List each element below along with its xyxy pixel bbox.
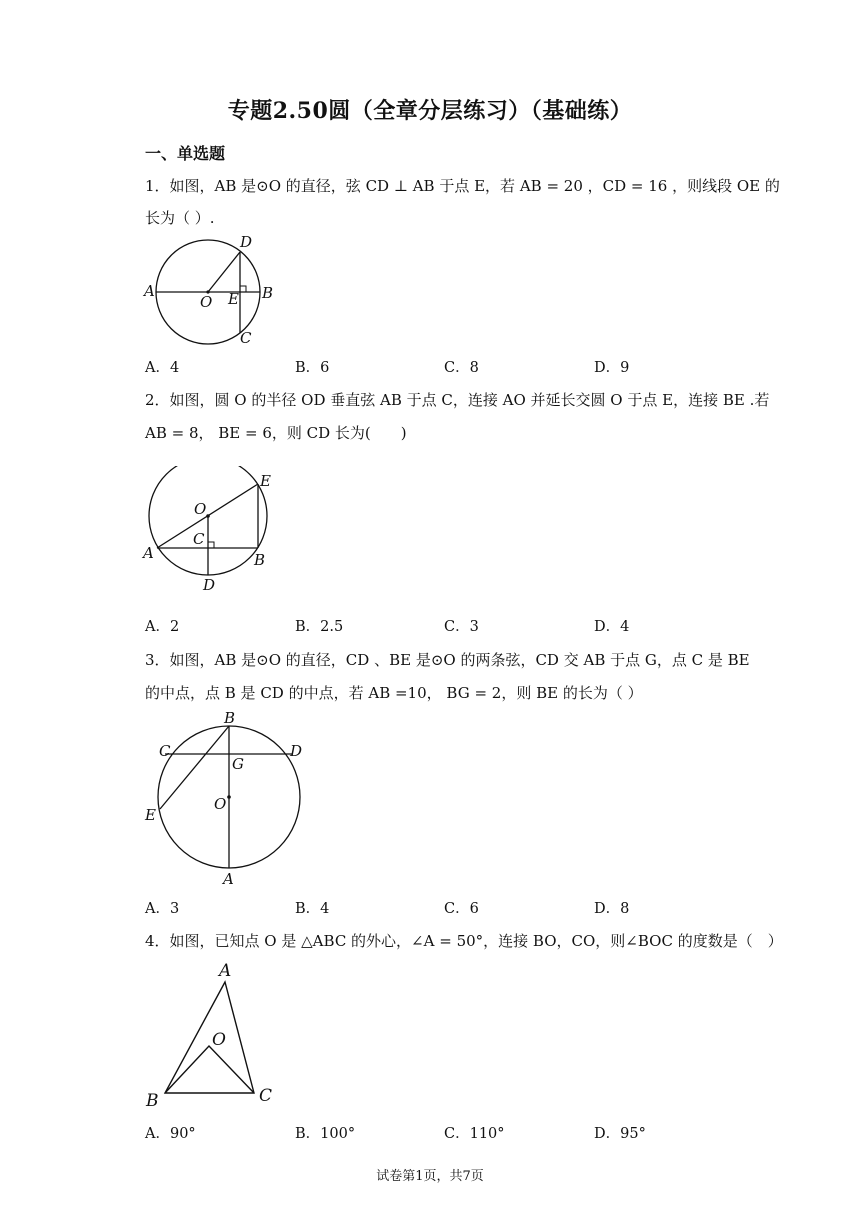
q2-label-o: O xyxy=(194,500,207,518)
q4-figure xyxy=(140,958,290,1108)
q1-label-d: D xyxy=(240,233,253,251)
q3-label-a: A xyxy=(223,870,234,888)
q4-choice-a: A．90° xyxy=(145,1126,196,1142)
q3-label-e: E xyxy=(145,806,156,824)
q4-label-c: C xyxy=(259,1086,273,1106)
q1-label-b: B xyxy=(262,284,274,302)
q3-stem-line2: 的中点，点 B 是 CD 的中点，若 AB =10， BG = 2，则 BE 的长为（ ） xyxy=(145,684,643,702)
q1-stem-line2: 长为（ ）. xyxy=(145,209,215,227)
q2-choice-d: D．4 xyxy=(594,619,630,635)
q3-choice-b: B．4 xyxy=(295,901,330,917)
q3-stem-line1: 3．如图，AB 是⊙O 的直径，CD 、BE 是⊙O 的两条弦，CD 交 AB 于点 G，点 C 是 BE xyxy=(145,651,750,669)
q3-choice-c: C．6 xyxy=(444,901,479,917)
q3-figure xyxy=(140,708,310,888)
q2-stem-line2: AB = 8， BE = 6，则 CD 长为( ) xyxy=(145,424,407,442)
q3-label-d: D xyxy=(290,742,303,760)
q1-figure xyxy=(140,232,280,347)
q4-label-b: B xyxy=(146,1091,159,1108)
q2-choice-b: B．2.5 xyxy=(295,619,344,635)
q3-choice-a: A．3 xyxy=(145,901,180,917)
q2-label-b: B xyxy=(254,551,266,569)
q4-label-a: A xyxy=(219,961,232,981)
q3-label-c: C xyxy=(159,742,171,760)
q1-right-angle-mark xyxy=(240,286,246,292)
q4-choice-b: B．100° xyxy=(295,1126,356,1142)
q2-right-angle-mark xyxy=(208,542,214,548)
q3-label-o: O xyxy=(214,795,227,813)
q1-label-e: E xyxy=(228,290,239,308)
q1-label-a: A xyxy=(144,282,155,300)
q2-figure xyxy=(138,466,288,596)
q3-label-g: G xyxy=(232,755,244,773)
page-title: 专题2.50圆（全章分层练习）（基础练） xyxy=(227,98,633,124)
q4-label-o: O xyxy=(212,1030,226,1050)
q2-label-e: E xyxy=(260,472,271,490)
section-heading: 一、单选题 xyxy=(145,144,226,163)
q1-label-c: C xyxy=(240,329,252,347)
page-footer: 试卷第1页，共7页 xyxy=(376,1169,484,1184)
q1-choice-d: D．9 xyxy=(594,360,630,376)
q2-label-a: A xyxy=(143,544,154,562)
q1-choice-c: C．8 xyxy=(444,360,479,376)
q2-label-c: C xyxy=(193,530,205,548)
q3-label-b: B xyxy=(224,709,236,727)
q4-choice-d: D．95° xyxy=(594,1126,646,1142)
q1-label-o: O xyxy=(200,293,213,311)
q2-stem-line1: 2．如图，圆 O 的半径 OD 垂直弦 AB 于点 C，连接 AO 并延长交圆 O 于点 E，连接 BE .若 xyxy=(145,391,770,409)
q1-choice-a: A．4 xyxy=(145,360,180,376)
q1-stem-line1: 1．如图，AB 是⊙O 的直径，弦 CD ⊥ AB 于点 E，若 AB = 20 ，CD = 16 ，则线段 OE 的 xyxy=(145,177,780,195)
q2-label-d: D xyxy=(203,576,216,594)
q4-stem-line1: 4．如图，已知点 O 是 △ABC 的外心，∠A = 50°，连接 BO，CO，则∠BOC 的度数是（ ） xyxy=(145,932,783,950)
q4-choice-c: C．110° xyxy=(444,1126,505,1142)
q4-triangle-abc xyxy=(165,982,254,1093)
q1-choice-b: B．6 xyxy=(295,360,330,376)
q1-radius-od xyxy=(208,252,240,292)
q3-choice-d: D．8 xyxy=(594,901,630,917)
q2-choice-c: C．3 xyxy=(444,619,479,635)
q2-choice-a: A．2 xyxy=(145,619,180,635)
